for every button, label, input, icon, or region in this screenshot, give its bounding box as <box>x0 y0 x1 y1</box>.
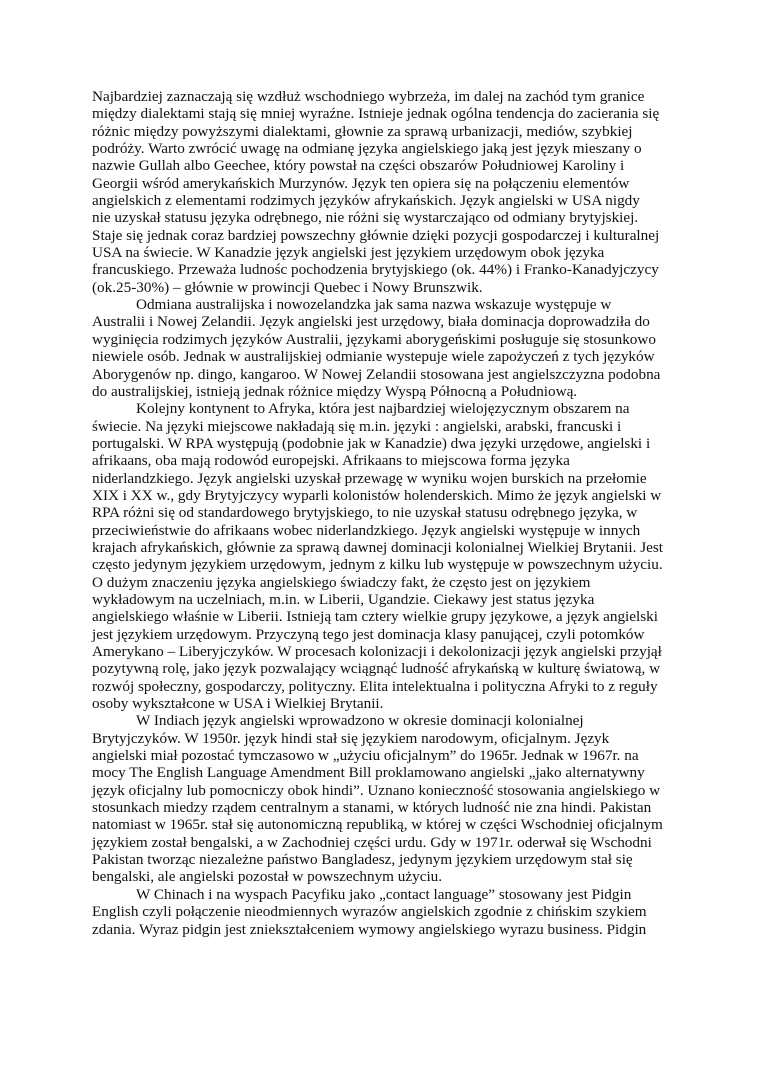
paragraph-india <box>92 712 682 885</box>
text-line: English czyli połączenie nieodmiennych wyrazów angielskich zgodnie z chińskim szykiem <box>92 903 647 921</box>
text-line: angielski miał pozostać tymczasowo w „użyciu oficjalnym” do 1965r. Jednak w 1967r. na <box>92 747 639 765</box>
text-line: zdania. Wyraz pidgin jest zniekształceniem wymowy angielskiego wyrazu business. Pidgin <box>92 920 647 938</box>
text-line: Kolejny kontynent to Afryka, która jest najbardziej wielojęzycznym obszarem na <box>136 400 630 418</box>
text-line: wykładowym na uczelniach, m.in. w Liberii, Ugandzie. Ciekawy jest status języka <box>92 590 595 608</box>
text-line: niderlandzkiego. Język angielski uzyskał przewagę w wyniku wojen burskich na przełomie <box>92 469 647 487</box>
text-line: mocy The English Language Amendment Bill proklamowano angielski „jako alternatywny <box>92 764 645 782</box>
text-line: (ok.25-30%) – głównie w prowincji Quebec i Nowy Brunszwik. <box>92 278 483 296</box>
text-line: językiem został bengalski, a w Zachodniej części urdu. Gdy w 1971r. oderwał się Wschodni <box>92 833 652 851</box>
text-line: natomiast w 1965r. stał się autonomiczną republiką, w której w części Wschodniej oficjalnym <box>92 816 663 834</box>
text-line: niewiele osób. Jednak w australijskiej odmianie wystepuje wiele zapożyczeń z tych języków <box>92 348 655 366</box>
text-line: XIX i XX w., gdy Brytyjczycy wyparli kolonistów holenderskich. Mimo że język angielski w <box>92 486 662 504</box>
paragraph-china-pacific <box>92 886 682 938</box>
text-line: pozytywną rolę, jako język pozwalający wciągnąć ludność afrykańską w kulturę światową, w <box>92 660 661 678</box>
text-line: do australijskiej, istnieją jednak różnice między Wyspą Północną a Południową. <box>92 382 578 400</box>
text-line: RPA różni się od standardowego brytyjskiego, to nie uzyskał statusu odrębnego języka, w <box>92 504 638 522</box>
text-line: bengalski, ale angielski pozostał w powszechnym użyciu. <box>92 868 443 886</box>
text-line: Odmiana australijska i nowozelandzka jak sama nazwa wskazuje występuje w <box>136 296 612 314</box>
text-line: O dużym znaczeniu języka angielskiego świadczy fakt, że często jest on językiem <box>92 573 591 591</box>
text-line: portugalski. W RPA występują (podobnie jak w Kanadzie) dwa języki urzędowe, angielski i <box>92 434 651 452</box>
paragraph-africa <box>92 400 682 712</box>
text-line: osoby wykształcone w USA i Wielkiej Brytanii. <box>92 695 384 713</box>
text-line: stosunkach miedzy rządem centralnym a stanami, w których ludność nie zna hindi. Pakistan <box>92 799 652 817</box>
text-line: Aborygenów np. dingo, kangaroo. W Nowej Zelandii stosowana jest angielszczyzna podobna <box>92 365 661 383</box>
text-line: między dialektami stają się mniej wyraźne. Istnieje jednak ogólna tendencja do zacierania się <box>92 105 660 123</box>
paragraph-australia <box>92 296 682 400</box>
text-line: przeciwieństwie do afrikaans wobec niderlandzkiego. Język angielski występuje w innych <box>92 521 641 539</box>
text-line: Pakistan tworząc niezależne państwo Bangladesz, jedynym językiem urzędowym stał się <box>92 851 633 869</box>
text-line: jest językiem urzędowym. Przyczyną tego jest dominacja klasy panującej, czyli potomków <box>92 625 645 643</box>
text-line: nie uzyskał statusu języka odrębnego, nie różni się wystarczająco od odmiany brytyjskiej. <box>92 209 639 227</box>
text-line: różnic między powyższymi dialektami, głownie za sprawą urbanizacji, mediów, szybkiej <box>92 122 633 140</box>
text-line: W Chinach i na wyspach Pacyfiku jako „contact language” stosowany jest Pidgin <box>136 885 632 903</box>
text-line: Brytyjczyków. W 1950r. język hindi stał się językiem narodowym, oficjalnym. Język <box>92 729 610 747</box>
paragraph-north-america <box>92 88 682 296</box>
text-line: krajach afrykańskich, głównie za sprawą dawnej dominacji kolonialnej Wielkiej Brytanii. Jest <box>92 538 663 556</box>
text-line: Najbardziej zaznaczają się wzdłuż wschodniego wybrzeża, im dalej na zachód tym granice <box>92 88 645 105</box>
text-line: nazwie Gullah albo Geechee, który powstał na części obszarów Południowej Karoliny i <box>92 157 625 175</box>
text-line: rozwój społeczny, gospodarczy, polityczny. Elita intelektualna i polityczna Afryki to z reguły <box>92 677 658 695</box>
text-line: Georgii wśród amerykańskich Murzynów. Język ten opiera się na połączeniu elementów <box>92 174 630 192</box>
document-body <box>92 88 682 938</box>
text-line: USA na świecie. W Kanadzie język angielski jest językiem urzędowym obok języka <box>92 244 605 262</box>
text-line: Staje się jednak coraz bardziej powszechny głównie dzięki pozycji gospodarczej i kulturalnej <box>92 226 660 244</box>
text-line: Amerykano – Liberyjczyków. W procesach kolonizacji i dekolonizacji język angielski przyjął <box>92 643 662 660</box>
text-line: afrikaans, oba mają rodowód europejski. Afrikaans to miejscowa forma języka <box>92 452 570 470</box>
text-line: angielskich z elementami rodzimych języków afrykańskich. Język angielski w USA nigdy <box>92 192 640 210</box>
text-line: W Indiach język angielski wprowadzono w okresie dominacji kolonialnej <box>136 712 584 730</box>
text-line: Australii i Nowej Zelandii. Język angielski jest urzędowy, biała dominacja doprowadziła do <box>92 313 650 331</box>
text-line: angielskiego właśnie w Liberii. Istnieją tam cztery wielkie grupy językowe, a język angielski <box>92 608 658 626</box>
text-line: wyginięcia rodzimych języków Australii, językami aborygeńskimi posługuje się stosunkowo <box>92 330 656 348</box>
text-line: francuskiego. Przeważa ludnośc pochodzenia brytyjskiego (ok. 44%) i Franko-Kanadyjczycy <box>92 261 659 279</box>
text-line: świecie. Na języki miejscowe nakładają się m.in. języki : angielski, arabski, francuski i <box>92 417 622 435</box>
text-line: podróży. Warto zwrócić uwagę na odmianę języka angielskiego jaką jest język mieszany o <box>92 140 642 158</box>
text-line: język oficjalny lub pomocniczy obok hindi”. Uznano konieczność stosowania angielskiego w <box>92 781 661 799</box>
text-line: często jedynym językiem urzędowym, jednym z kilku lub występuje w powszechnym użyciu. <box>92 556 663 574</box>
